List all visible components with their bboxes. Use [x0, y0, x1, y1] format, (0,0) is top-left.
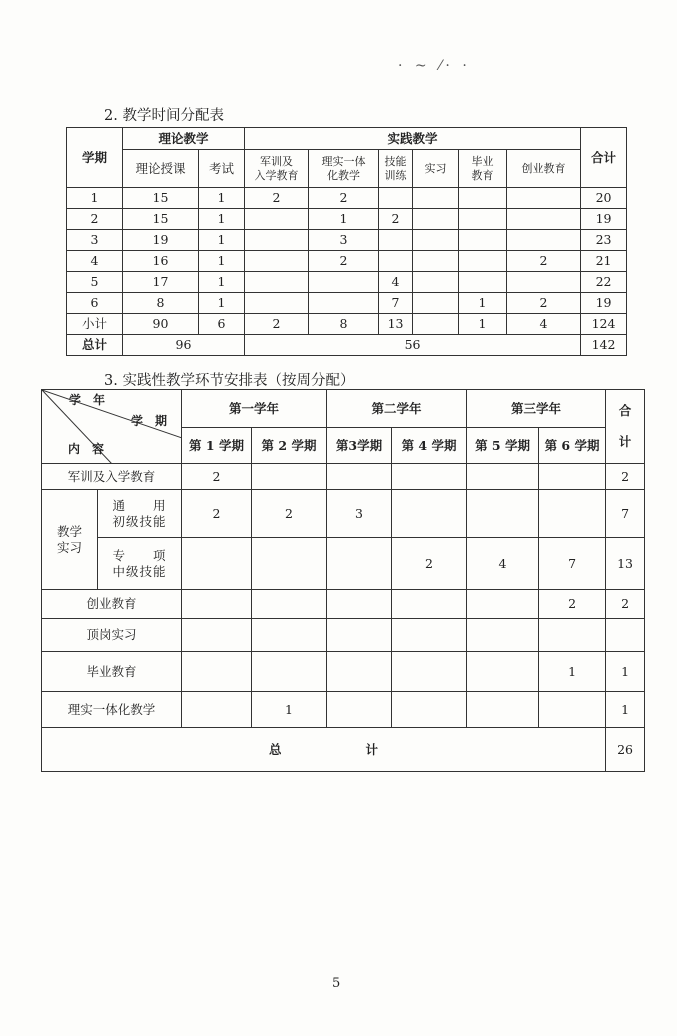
total-row: [42, 728, 645, 772]
cell-exam: 1: [199, 293, 245, 314]
table-row: [67, 188, 627, 209]
table-row: [67, 230, 627, 251]
cell-value: [392, 692, 467, 728]
cell-value: [539, 692, 606, 728]
header-semester-2: 第 2 学期: [252, 428, 327, 464]
cell-entrepreneurship: 4: [507, 314, 581, 335]
cell-value: [539, 490, 606, 538]
cell-value: [467, 692, 539, 728]
cell-military: [245, 230, 309, 251]
cell-value: 2: [392, 538, 467, 590]
cell-value: [182, 692, 252, 728]
cell-military: 2: [245, 188, 309, 209]
cell-value: [182, 619, 252, 652]
cell-value: 1: [252, 692, 327, 728]
header-theory-lectures: 理论授课: [123, 150, 199, 188]
cell-total: 1: [606, 652, 645, 692]
cell-grand-total: 26: [606, 728, 645, 772]
row-label: 通 用 初级技能: [98, 490, 182, 538]
cell-value: [252, 590, 327, 619]
cell-integrated: 8: [309, 314, 379, 335]
cell-grand-total: 142: [581, 335, 627, 356]
cell-military: 2: [245, 314, 309, 335]
cell-total: 22: [581, 272, 627, 293]
header-theory: 理论教学: [123, 128, 245, 150]
cell-internship: [413, 230, 459, 251]
cell-lectures: 15: [123, 188, 199, 209]
table-row: [42, 490, 645, 538]
header-semester-5: 第 5 学期: [467, 428, 539, 464]
cell-entrepreneurship: [507, 188, 581, 209]
cell-value: 3: [327, 490, 392, 538]
cell-total: 19: [581, 293, 627, 314]
cell-military: [245, 251, 309, 272]
cell-internship: [413, 188, 459, 209]
cell-exam: 1: [199, 272, 245, 293]
cell-value: [392, 652, 467, 692]
row-group-label-teaching-internship: 教学 实习: [42, 490, 98, 590]
cell-value: [327, 464, 392, 490]
table-row: [42, 590, 645, 619]
row-label: 毕业教育: [42, 652, 182, 692]
table-row: [42, 464, 645, 490]
cell-total: 2: [606, 590, 645, 619]
practice-arrangement-table: [41, 389, 645, 772]
cell-total: 124: [581, 314, 627, 335]
cell-exam: 6: [199, 314, 245, 335]
cell-value: 2: [182, 490, 252, 538]
cell-internship: [413, 293, 459, 314]
cell-value: [182, 652, 252, 692]
cell-value: 1: [539, 652, 606, 692]
cell-value: 2: [182, 464, 252, 490]
cell-value: [539, 619, 606, 652]
cell-value: [392, 619, 467, 652]
corner-year-label: 学 年: [68, 393, 105, 407]
cell-total: 19: [581, 209, 627, 230]
cell-value: [327, 652, 392, 692]
header-year-3: 第三学年: [467, 390, 606, 428]
header-integrated: 理实一体 化教学: [309, 150, 379, 188]
table-row: [42, 692, 645, 728]
row-label: 专 项 中级技能: [98, 538, 182, 590]
cell-graduation: [459, 251, 507, 272]
cell-value: 7: [539, 538, 606, 590]
cell-value: [252, 464, 327, 490]
cell-total: 20: [581, 188, 627, 209]
header-semester-1: 第 1 学期: [182, 428, 252, 464]
header-military: 军训及 入学教育: [245, 150, 309, 188]
cell-integrated: [309, 272, 379, 293]
row-label: 顶岗实习: [42, 619, 182, 652]
cell-integrated: 2: [309, 251, 379, 272]
cell-total: 1: [606, 692, 645, 728]
cell-value: [182, 538, 252, 590]
cell-value: [467, 464, 539, 490]
cell-internship: [413, 251, 459, 272]
cell-value: [182, 590, 252, 619]
table-row: [67, 293, 627, 314]
cell-graduation: [459, 188, 507, 209]
cell-skill: [379, 251, 413, 272]
cell-lectures: 19: [123, 230, 199, 251]
corner-content-label: 内 容: [68, 442, 105, 456]
cell-grand-theory: 96: [123, 335, 245, 356]
cell-value: [467, 490, 539, 538]
cell-graduation: [459, 230, 507, 251]
table-row: [67, 209, 627, 230]
cell-lectures: 90: [123, 314, 199, 335]
grand-total-row: [67, 335, 627, 356]
cell-lectures: 16: [123, 251, 199, 272]
cell-entrepreneurship: [507, 209, 581, 230]
row-label: 理实一体化教学: [42, 692, 182, 728]
cell-skill: 4: [379, 272, 413, 293]
cell-value: [467, 619, 539, 652]
cell-graduation: [459, 272, 507, 293]
table-row: [67, 272, 627, 293]
cell-value: [252, 619, 327, 652]
cell-value: 4: [467, 538, 539, 590]
header-graduation: 毕业 教育: [459, 150, 507, 188]
cell-exam: 1: [199, 209, 245, 230]
cell-value: [392, 464, 467, 490]
cell-skill: 7: [379, 293, 413, 314]
cell-semester: 4: [67, 251, 123, 272]
cell-military: [245, 209, 309, 230]
cell-semester: 2: [67, 209, 123, 230]
handwritten-mark: · ~ ⁄· ·: [398, 58, 471, 74]
cell-value: [467, 652, 539, 692]
cell-semester: 6: [67, 293, 123, 314]
header-year-1: 第一学年: [182, 390, 327, 428]
cell-integrated: 2: [309, 188, 379, 209]
cell-skill: 2: [379, 209, 413, 230]
cell-internship: [413, 209, 459, 230]
cell-value: 2: [252, 490, 327, 538]
cell-integrated: 1: [309, 209, 379, 230]
cell-graduation: [459, 209, 507, 230]
cell-value: [327, 619, 392, 652]
cell-grand-label: 总计: [67, 335, 123, 356]
cell-value: [539, 464, 606, 490]
cell-entrepreneurship: [507, 272, 581, 293]
cell-value: [327, 692, 392, 728]
cell-graduation: 1: [459, 293, 507, 314]
cell-exam: 1: [199, 230, 245, 251]
header-semester-4: 第 4 学期: [392, 428, 467, 464]
cell-internship: [413, 314, 459, 335]
cell-value: [467, 590, 539, 619]
header-semester: 学期: [67, 128, 123, 188]
cell-exam: 1: [199, 188, 245, 209]
cell-integrated: 3: [309, 230, 379, 251]
cell-military: [245, 293, 309, 314]
header-skill-training: 技能 训练: [379, 150, 413, 188]
table-row: [67, 251, 627, 272]
header-total: 合 计: [606, 390, 645, 464]
cell-internship: [413, 272, 459, 293]
section-heading-time-allocation: 2. 教学时间分配表: [104, 108, 224, 124]
cell-value: [327, 590, 392, 619]
header-internship: 实习: [413, 150, 459, 188]
cell-total: 2: [606, 464, 645, 490]
cell-total: [606, 619, 645, 652]
cell-value: [252, 652, 327, 692]
cell-total: 21: [581, 251, 627, 272]
header-total: 合计: [581, 128, 627, 188]
header-semester-6: 第 6 学期: [539, 428, 606, 464]
cell-entrepreneurship: [507, 230, 581, 251]
table-row: [42, 652, 645, 692]
cell-total: 7: [606, 490, 645, 538]
cell-value: [392, 590, 467, 619]
cell-military: [245, 272, 309, 293]
header-practice: 实践教学: [245, 128, 581, 150]
total-row-label: 总 计: [42, 728, 606, 772]
subtotal-row: [67, 314, 627, 335]
cell-total: 13: [606, 538, 645, 590]
header-entrepreneurship: 创业教育: [507, 150, 581, 188]
cell-value: [252, 538, 327, 590]
page-number: 5: [332, 976, 341, 991]
cell-entrepreneurship: 2: [507, 293, 581, 314]
time-allocation-table: [66, 127, 627, 356]
cell-skill: [379, 230, 413, 251]
cell-total: 23: [581, 230, 627, 251]
cell-graduation: 1: [459, 314, 507, 335]
corner-header: [42, 390, 182, 464]
cell-integrated: [309, 293, 379, 314]
cell-value: [327, 538, 392, 590]
header-year-2: 第二学年: [327, 390, 467, 428]
cell-grand-practice: 56: [245, 335, 581, 356]
cell-semester: 1: [67, 188, 123, 209]
cell-skill: 13: [379, 314, 413, 335]
cell-skill: [379, 188, 413, 209]
row-label: 军训及入学教育: [42, 464, 182, 490]
cell-lectures: 15: [123, 209, 199, 230]
corner-semester-label: 学 期: [130, 414, 167, 428]
cell-semester: 3: [67, 230, 123, 251]
cell-subtotal-label: 小计: [67, 314, 123, 335]
cell-exam: 1: [199, 251, 245, 272]
section-heading-practice-arrangement: 3. 实践性教学环节安排表（按周分配）: [104, 373, 355, 389]
cell-value: [392, 490, 467, 538]
row-label: 创业教育: [42, 590, 182, 619]
cell-semester: 5: [67, 272, 123, 293]
header-semester-3: 第3学期: [327, 428, 392, 464]
header-exam: 考试: [199, 150, 245, 188]
table-row: [42, 619, 645, 652]
cell-value: 2: [539, 590, 606, 619]
cell-entrepreneurship: 2: [507, 251, 581, 272]
cell-lectures: 17: [123, 272, 199, 293]
cell-lectures: 8: [123, 293, 199, 314]
table-row: [42, 538, 645, 590]
